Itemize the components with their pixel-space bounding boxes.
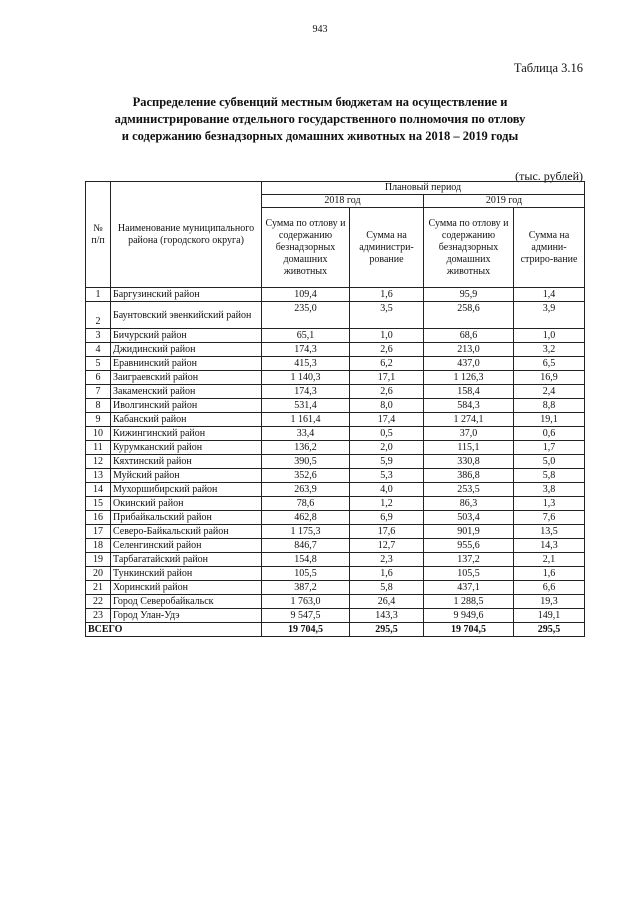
table-row	[86, 385, 585, 399]
subvention-table	[85, 181, 585, 637]
catch-2018: 1 763,0	[262, 595, 350, 609]
catch-2019: 437,1	[424, 581, 514, 595]
header-planned-period: Плановый период	[262, 182, 585, 195]
admin-2019: 5,8	[514, 469, 585, 483]
title-line: администрирование отдельного государственного полномочия по отлову	[114, 112, 526, 126]
header-admin-2018: Сумма на администри-рование	[350, 208, 424, 288]
district-name: Баргузинский район	[111, 288, 262, 302]
district-name: Кижингинский район	[111, 427, 262, 441]
row-number: 15	[86, 497, 111, 511]
header-num: № п/п	[86, 182, 111, 288]
admin-2018: 1,0	[350, 329, 424, 343]
district-name: Тункинский район	[111, 567, 262, 581]
table-row	[86, 469, 585, 483]
catch-2018: 1 161,4	[262, 413, 350, 427]
admin-2019: 13,5	[514, 525, 585, 539]
catch-2018: 174,3	[262, 343, 350, 357]
admin-2019: 1,7	[514, 441, 585, 455]
catch-2019: 37,0	[424, 427, 514, 441]
admin-2018: 143,3	[350, 609, 424, 623]
table-row	[86, 427, 585, 441]
catch-2019: 86,3	[424, 497, 514, 511]
row-number: 16	[86, 511, 111, 525]
row-number: 5	[86, 357, 111, 371]
catch-2019: 1 288,5	[424, 595, 514, 609]
row-number: 14	[86, 483, 111, 497]
district-name: Окинский район	[111, 497, 262, 511]
header-catch-2019: Сумма по отлову и содержанию безнадзорных домашних животных	[424, 208, 514, 288]
catch-2019: 584,3	[424, 399, 514, 413]
district-name: Закаменский район	[111, 385, 262, 399]
table-row	[86, 455, 585, 469]
admin-2018: 5,8	[350, 581, 424, 595]
catch-2019: 437,0	[424, 357, 514, 371]
catch-2019: 1 126,3	[424, 371, 514, 385]
admin-2019: 19,1	[514, 413, 585, 427]
catch-2019: 386,8	[424, 469, 514, 483]
table-row	[86, 302, 585, 329]
district-name: Еравнинский район	[111, 357, 262, 371]
admin-2019: 2,1	[514, 553, 585, 567]
admin-2018: 1,6	[350, 567, 424, 581]
admin-2019: 1,4	[514, 288, 585, 302]
admin-2019: 6,5	[514, 357, 585, 371]
catch-2019: 503,4	[424, 511, 514, 525]
table-row	[86, 483, 585, 497]
row-number: 22	[86, 595, 111, 609]
admin-2018: 6,9	[350, 511, 424, 525]
catch-2018: 33,4	[262, 427, 350, 441]
catch-2018: 136,2	[262, 441, 350, 455]
table-row	[86, 371, 585, 385]
catch-2018: 462,8	[262, 511, 350, 525]
row-number: 11	[86, 441, 111, 455]
table-row	[86, 497, 585, 511]
catch-2018: 846,7	[262, 539, 350, 553]
title-line: и содержанию безнадзорных домашних животных на 2018 – 2019 годы	[121, 129, 519, 143]
row-number: 18	[86, 539, 111, 553]
admin-2019: 5,0	[514, 455, 585, 469]
district-name: Муйский район	[111, 469, 262, 483]
admin-2019: 3,2	[514, 343, 585, 357]
catch-2019: 901,9	[424, 525, 514, 539]
admin-2018: 2,3	[350, 553, 424, 567]
catch-2018: 352,6	[262, 469, 350, 483]
admin-2018: 1,2	[350, 497, 424, 511]
district-name: Джидинский район	[111, 343, 262, 357]
catch-2019: 330,8	[424, 455, 514, 469]
row-number: 3	[86, 329, 111, 343]
row-number: 19	[86, 553, 111, 567]
total-value: 295,5	[514, 623, 585, 637]
catch-2019: 258,6	[424, 302, 514, 329]
catch-2019: 68,6	[424, 329, 514, 343]
admin-2019: 16,9	[514, 371, 585, 385]
table-row	[86, 399, 585, 413]
table-row	[86, 539, 585, 553]
catch-2018: 9 547,5	[262, 609, 350, 623]
table-row	[86, 413, 585, 427]
header-year-2018: 2018 год	[262, 195, 424, 208]
catch-2018: 65,1	[262, 329, 350, 343]
admin-2018: 1,6	[350, 288, 424, 302]
catch-2018: 1 140,3	[262, 371, 350, 385]
table-row	[86, 329, 585, 343]
row-number: 8	[86, 399, 111, 413]
admin-2018: 6,2	[350, 357, 424, 371]
admin-2019: 3,8	[514, 483, 585, 497]
district-name: Хоринский район	[111, 581, 262, 595]
catch-2018: 390,5	[262, 455, 350, 469]
table-label: Таблица 3.16	[513, 61, 583, 75]
row-number: 1	[86, 288, 111, 302]
row-number: 23	[86, 609, 111, 623]
catch-2019: 213,0	[424, 343, 514, 357]
row-number: 20	[86, 567, 111, 581]
table-row	[86, 357, 585, 371]
row-number: 4	[86, 343, 111, 357]
admin-2019: 0,6	[514, 427, 585, 441]
admin-2018: 8,0	[350, 399, 424, 413]
row-number: 6	[86, 371, 111, 385]
row-number: 13	[86, 469, 111, 483]
district-name: Бичурский район	[111, 329, 262, 343]
table-row	[86, 581, 585, 595]
header-name: Наименование муниципального района (городского округа)	[111, 182, 262, 288]
row-number: 21	[86, 581, 111, 595]
document-title	[60, 94, 580, 145]
catch-2018: 174,3	[262, 385, 350, 399]
admin-2018: 3,5	[350, 302, 424, 329]
catch-2018: 1 175,3	[262, 525, 350, 539]
admin-2018: 17,4	[350, 413, 424, 427]
admin-2018: 26,4	[350, 595, 424, 609]
admin-2019: 7,6	[514, 511, 585, 525]
row-number: 2	[86, 302, 111, 329]
admin-2019: 6,6	[514, 581, 585, 595]
catch-2018: 109,4	[262, 288, 350, 302]
table-row	[86, 343, 585, 357]
table-body	[86, 288, 585, 637]
admin-2018: 17,6	[350, 525, 424, 539]
table-row	[86, 609, 585, 623]
header-year-2019: 2019 год	[424, 195, 585, 208]
table-row	[86, 567, 585, 581]
admin-2018: 4,0	[350, 483, 424, 497]
catch-2019: 95,9	[424, 288, 514, 302]
catch-2019: 158,4	[424, 385, 514, 399]
total-value: 19 704,5	[262, 623, 350, 637]
catch-2018: 235,0	[262, 302, 350, 329]
total-value: 295,5	[350, 623, 424, 637]
district-name: Кяхтинский район	[111, 455, 262, 469]
admin-2018: 0,5	[350, 427, 424, 441]
admin-2018: 2,6	[350, 385, 424, 399]
row-number: 7	[86, 385, 111, 399]
catch-2018: 415,3	[262, 357, 350, 371]
total-label: ВСЕГО	[86, 623, 262, 637]
district-name: Селенгинский район	[111, 539, 262, 553]
district-name: Северо-Байкальский район	[111, 525, 262, 539]
admin-2019: 1,6	[514, 567, 585, 581]
total-row	[86, 623, 585, 637]
catch-2019: 137,2	[424, 553, 514, 567]
row-number: 10	[86, 427, 111, 441]
admin-2018: 5,9	[350, 455, 424, 469]
catch-2019: 115,1	[424, 441, 514, 455]
table-row	[86, 441, 585, 455]
admin-2019: 1,0	[514, 329, 585, 343]
table-row	[86, 525, 585, 539]
district-name: Курумканский район	[111, 441, 262, 455]
catch-2019: 9 949,6	[424, 609, 514, 623]
admin-2018: 12,7	[350, 539, 424, 553]
district-name: Город Улан-Удэ	[111, 609, 262, 623]
admin-2018: 5,3	[350, 469, 424, 483]
total-value: 19 704,5	[424, 623, 514, 637]
admin-2019: 14,3	[514, 539, 585, 553]
admin-2019: 1,3	[514, 497, 585, 511]
district-name: Прибайкальский район	[111, 511, 262, 525]
admin-2018: 2,6	[350, 343, 424, 357]
row-number: 12	[86, 455, 111, 469]
district-name: Тарбагатайский район	[111, 553, 262, 567]
catch-2019: 253,5	[424, 483, 514, 497]
admin-2019: 149,1	[514, 609, 585, 623]
district-name: Иволгинский район	[111, 399, 262, 413]
header-catch-2018: Сумма по отлову и содержанию безнадзорных домашних животных	[262, 208, 350, 288]
admin-2019: 8,8	[514, 399, 585, 413]
row-number: 17	[86, 525, 111, 539]
catch-2018: 531,4	[262, 399, 350, 413]
table-row	[86, 553, 585, 567]
admin-2019: 19,3	[514, 595, 585, 609]
catch-2018: 154,8	[262, 553, 350, 567]
district-name: Баунтовский эвенкийский район	[111, 302, 262, 329]
district-name: Кабанский район	[111, 413, 262, 427]
table-row	[86, 595, 585, 609]
admin-2019: 2,4	[514, 385, 585, 399]
district-name: Заиграевский район	[111, 371, 262, 385]
catch-2019: 955,6	[424, 539, 514, 553]
catch-2019: 1 274,1	[424, 413, 514, 427]
row-number: 9	[86, 413, 111, 427]
table-row	[86, 288, 585, 302]
admin-2018: 17,1	[350, 371, 424, 385]
admin-2019: 3,9	[514, 302, 585, 329]
catch-2018: 263,9	[262, 483, 350, 497]
district-name: Мухоршибирский район	[111, 483, 262, 497]
title-line: Распределение субвенций местным бюджетам на осуществление и	[132, 95, 508, 109]
district-name: Город Северобайкальск	[111, 595, 262, 609]
catch-2018: 105,5	[262, 567, 350, 581]
catch-2019: 105,5	[424, 567, 514, 581]
table-row	[86, 511, 585, 525]
unit-note: (тыс. рублей)	[515, 169, 583, 183]
catch-2018: 78,6	[262, 497, 350, 511]
header-admin-2019: Сумма на админи-стриро-вание	[514, 208, 585, 288]
admin-2018: 2,0	[350, 441, 424, 455]
catch-2018: 387,2	[262, 581, 350, 595]
page-number: 943	[312, 24, 328, 35]
